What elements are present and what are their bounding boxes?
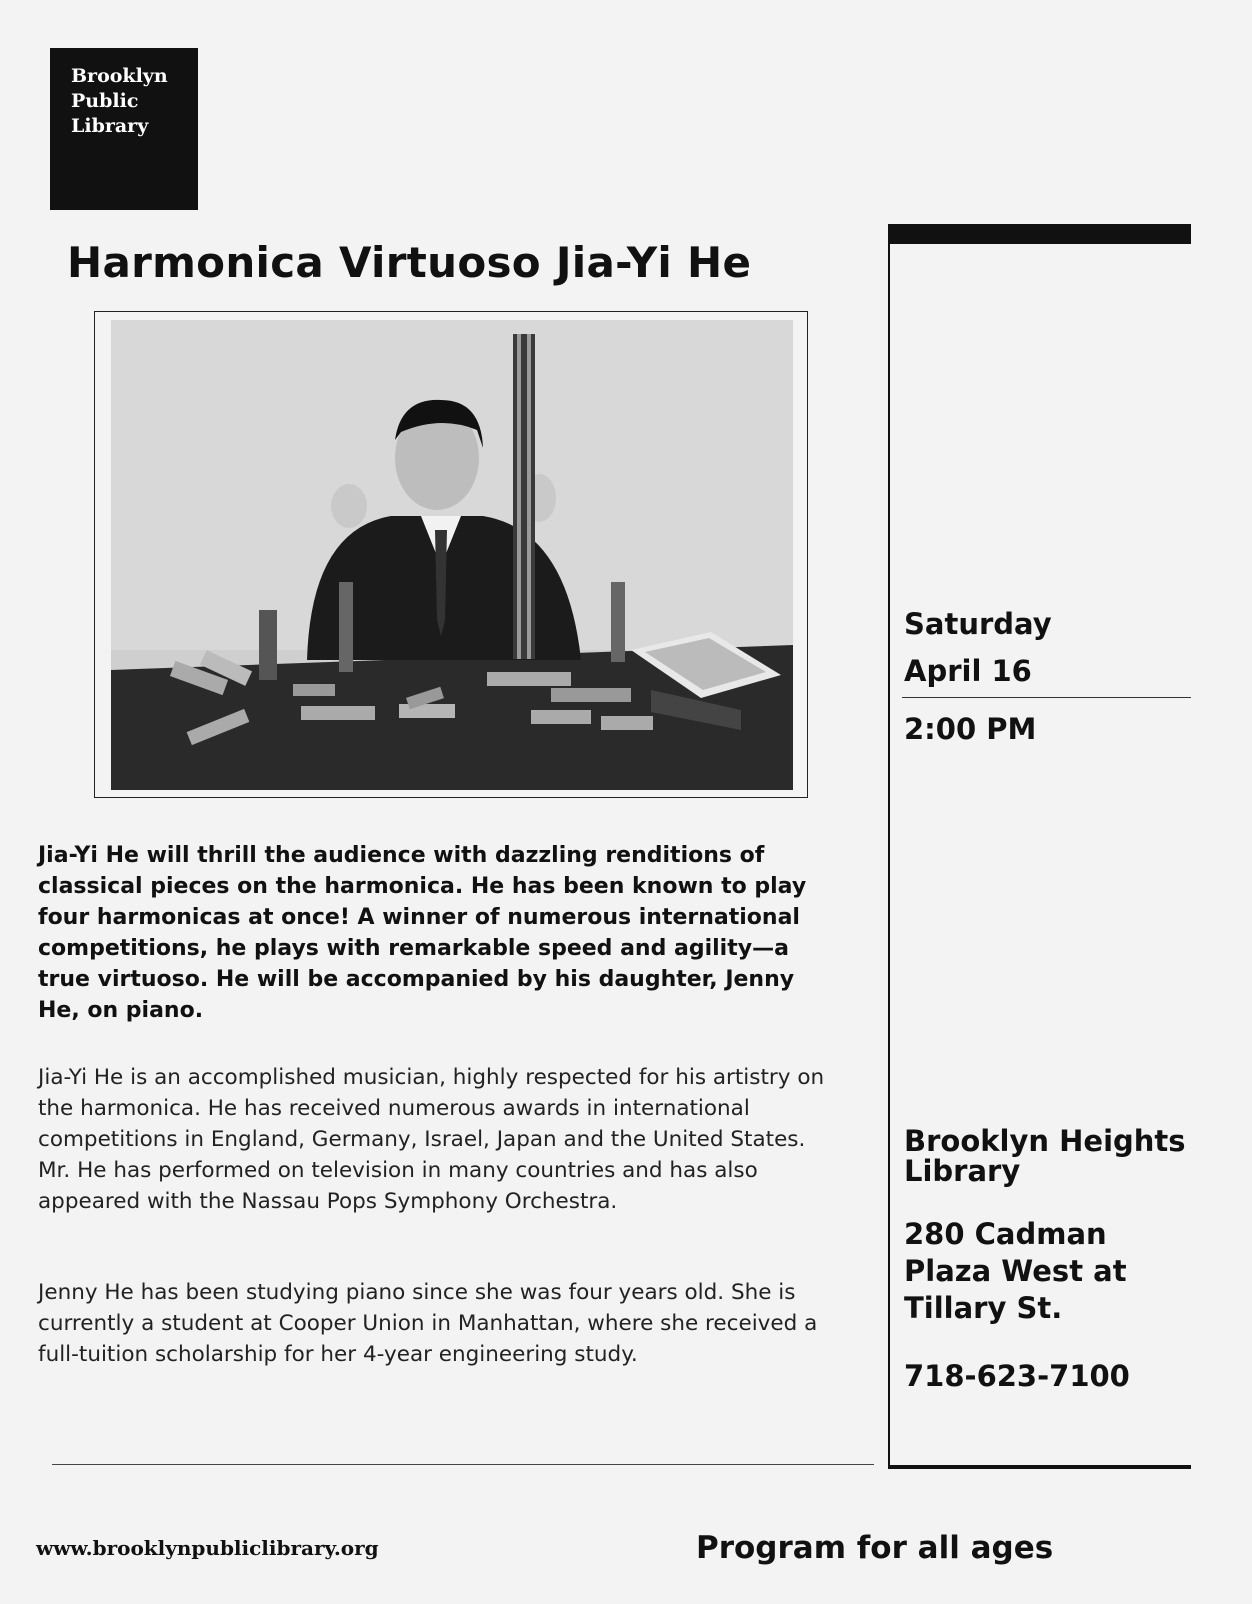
divider [52, 1464, 874, 1465]
logo-line: Public [71, 90, 139, 112]
accompanist-bio-paragraph: Jenny He has been studying piano since she was four years old. She is currently a student at Cooper Union in Manhattan, where she received a full-tuition scholarship for her 4-year engineering study. [38, 1280, 818, 1367]
library-logo [50, 48, 198, 210]
audience-note: Program for all ages [696, 1530, 1054, 1566]
venue-phone: 718-623-7100 [904, 1359, 1130, 1393]
venue-address [904, 1216, 1127, 1327]
divider [902, 697, 1191, 698]
page-title: Harmonica Virtuoso Jia-Yi He [67, 238, 752, 287]
website-link[interactable]: www.brooklynpubliclibrary.org [36, 1536, 379, 1560]
logo-line: Brooklyn [71, 65, 168, 87]
lead-paragraph: Jia-Yi He will thrill the audience with dazzling renditions of classical pieces on the harmonica. He has been known to play four harmonicas at once! A winner of numerous international competitions, he plays with remarkable speed and agility—a true virtuoso. He will be accompanied by his daughter, Jenny He, on piano. [38, 843, 807, 1023]
performer-bio-paragraph: Jia-Yi He is an accomplished musician, highly respected for his artistry on the harmonica. He has received numerous awards in international competitions in England, Germany, Israel, Japan and the United States. Mr. He has performed on television in many countries and has also appeared with the Nassau Pops Symphony Orchestra. [38, 1065, 825, 1214]
address-line: 280 Cadman [904, 1217, 1107, 1251]
sidebar-divider [888, 244, 890, 1467]
event-time: 2:00 PM [904, 712, 1037, 746]
address-line: Tillary St. [904, 1291, 1063, 1325]
sidebar-bottom-bar [888, 1465, 1191, 1469]
logo-line: Library [71, 115, 149, 137]
sidebar-top-bar [888, 224, 1191, 244]
venue-name [904, 1126, 1204, 1186]
venue-name-text: Brooklyn Heights Library [904, 1124, 1186, 1188]
event-day: Saturday [904, 607, 1052, 641]
address-line: Plaza West at [904, 1254, 1127, 1288]
performer-photo-illustration [111, 320, 793, 790]
performer-photo [94, 311, 808, 798]
event-date: April 16 [904, 654, 1032, 688]
